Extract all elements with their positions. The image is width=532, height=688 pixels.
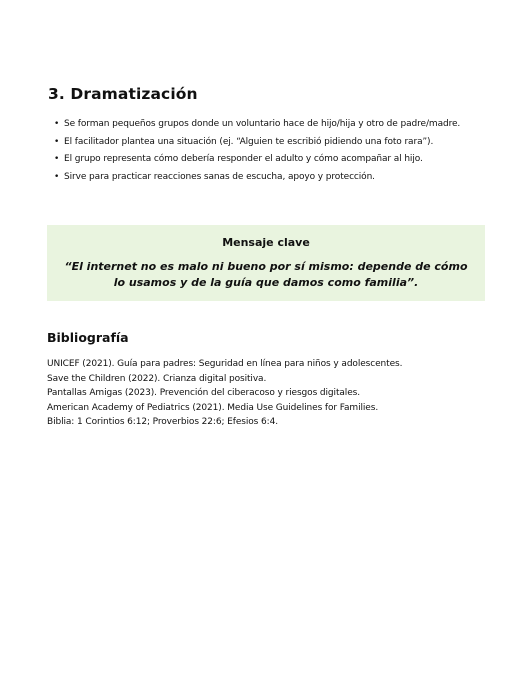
bullet-item bbox=[54, 151, 460, 169]
bullet-text: Se forman pequeños grupos donde un voluntario hace de hijo/hija y otro de padre/madre. bbox=[64, 119, 461, 129]
bibliography-title: Bibliografía bbox=[47, 330, 129, 345]
bibliography-list bbox=[47, 357, 402, 430]
bullet-marker: • bbox=[54, 154, 60, 164]
bullet-marker: • bbox=[54, 136, 60, 147]
bullet-item bbox=[54, 169, 460, 187]
bibliography-entry: UNICEF (2021). Guía para padres: Seguridad en línea para niños y adolescentes. bbox=[47, 359, 403, 369]
section-title: 3. Dramatización bbox=[48, 85, 198, 103]
bibliography-entry: Biblia: 1 Corintios 6:12; Proverbios 22:6; Efesios 6:4. bbox=[47, 417, 278, 427]
bullet-item bbox=[54, 116, 460, 134]
bullet-text: Sirve para practicar reacciones sanas de escucha, apoyo y protección. bbox=[64, 171, 375, 182]
bibliography-entry: Pantallas Amigas (2023). Prevención del ciberacoso y riesgos digitales. bbox=[47, 388, 360, 398]
bullet-marker: • bbox=[54, 119, 60, 129]
bullet-text: El grupo representa cómo debería responder el adulto y cómo acompañar al hijo. bbox=[64, 154, 423, 164]
key-message-box bbox=[47, 225, 485, 301]
key-message-title: Mensaje clave bbox=[222, 236, 310, 249]
bullet-item bbox=[54, 134, 460, 152]
dramatization-bullet-list bbox=[54, 116, 460, 186]
bibliography-entry: American Academy of Pediatrics (2021). Media Use Guidelines for Families. bbox=[47, 402, 379, 413]
key-message-quote: “El internet no es malo ni bueno por sí mismo: depende de cómo lo usamos y de la guía que damos como familia”. bbox=[64, 260, 468, 289]
bibliography-entry: Save the Children (2022). Crianza digital positiva. bbox=[47, 373, 267, 384]
bullet-text: El facilitador plantea una situación (ej. “Alguien te escribió pidiendo una foto rara”). bbox=[64, 136, 434, 147]
bullet-marker: • bbox=[54, 171, 60, 182]
